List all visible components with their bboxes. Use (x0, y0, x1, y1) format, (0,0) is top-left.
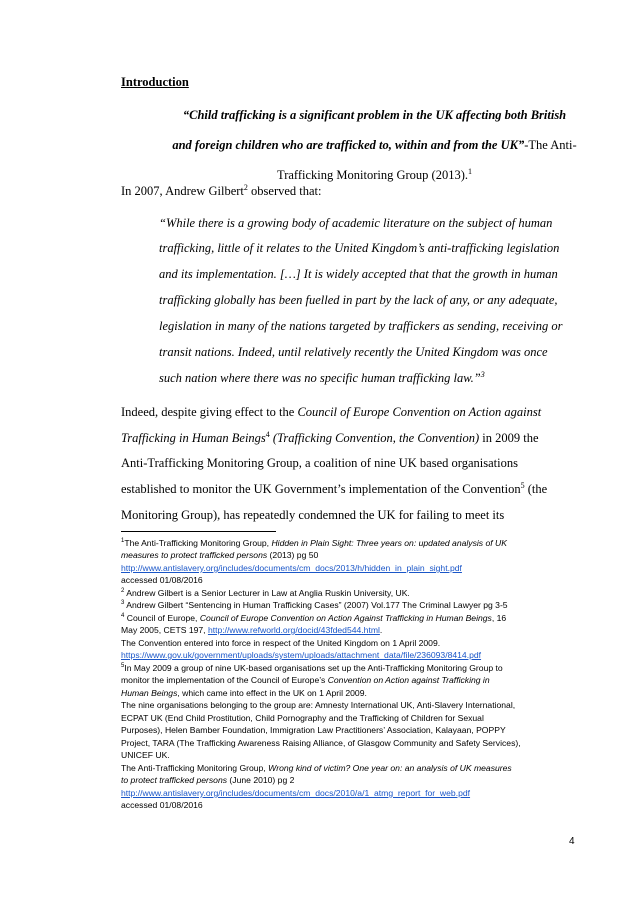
footnote-text: . (379, 625, 383, 635)
block-quote-last-line (159, 371, 485, 386)
footnote-text: In May 2009 a group of nine UK-based organisations set up the Anti-Trafficking Monitoring Group to (124, 663, 503, 673)
footnote-text: The Anti-Trafficking Monitoring Group, (124, 538, 272, 548)
footnote-text: , 16 (491, 613, 507, 623)
footnote-title: Council of Europe Convention on Action Against Trafficking in Human Beings (199, 613, 492, 623)
epigraph (159, 100, 590, 190)
footnote-title: measures to protect trafficked persons (121, 550, 268, 560)
footnote-5-line6: Purposes), Helen Bamber Foundation, Immigration Law Practitioners’ Association, Kalayaan, POPPY (121, 725, 506, 735)
footnote-1 (121, 537, 507, 549)
footnote-5 (121, 662, 503, 674)
footnote-text: (2013) pg 50 (267, 550, 319, 560)
block-quote-line: such nation where there was no specific human trafficking law.” (159, 371, 481, 385)
footnote-2 (121, 587, 410, 599)
footnote-text: monitor the implementation of the Council of Europe’s (121, 675, 328, 685)
section-heading: Introduction (121, 75, 189, 89)
footnote-4-line4 (121, 649, 481, 661)
paragraph-text: Indeed, despite giving effect to the (121, 405, 298, 419)
convention-abbrev: (Trafficking Convention, the Convention) (269, 431, 480, 445)
footnote-5-line9 (121, 762, 512, 774)
footnote-title: Convention on Action against Trafficking in (327, 675, 490, 685)
footnote-5-line4: The nine organisations belonging to the group are: Amnesty International UK, Anti-Slavery International, (121, 700, 516, 710)
footnote-number: 2 (121, 588, 125, 595)
block-quote-line: and its implementation. […] It is widely accepted that that the growth in human (159, 267, 558, 281)
footnote-title: Wrong kind of victim? One year on: an analysis of UK measures (268, 763, 512, 773)
footnote-5-line11 (121, 787, 470, 799)
footnote-number: 1 (121, 538, 125, 545)
epigraph-attribution-start: -The Anti- (524, 138, 577, 152)
footnote-4-line3: The Convention entered into force in respect of the United Kingdom on 1 April 2009. (121, 638, 441, 648)
epigraph-quote-line1: “Child trafficking is a significant problem in the UK affecting both British (182, 108, 567, 122)
footnote-link[interactable]: https://www.gov.uk/government/uploads/system/uploads/attachment_data/file/236093/8414.pdf (121, 650, 482, 660)
footnote-text: The Anti-Trafficking Monitoring Group, (121, 763, 269, 773)
footnote-ref-1[interactable]: 1 (467, 166, 472, 176)
footnote-1-accessed: accessed 01/08/2016 (121, 575, 203, 585)
paragraph-text: in 2009 the (479, 431, 539, 445)
footnote-text: May 2005, CETS 197, (121, 625, 208, 635)
footnote-ref-3[interactable]: 3 (480, 369, 485, 379)
footnote-number: 5 (121, 663, 125, 670)
block-quote-line: trafficking globally has been fuelled in part by the lack of any, or any adequate, (159, 293, 558, 307)
footnote-title: to protect trafficked persons (121, 775, 228, 785)
block-quote-line: “While there is a growing body of academic literature on the subject of human (159, 216, 553, 230)
block-quote-line: trafficking, little of it relates to the United Kingdom’s anti-trafficking legislation (159, 241, 560, 255)
footnote-text: (June 2010) pg 2 (227, 775, 295, 785)
footnote-text: , which came into effect in the UK on 1 April 2009. (177, 688, 367, 698)
footnote-title: Hidden in Plain Sight: Three years on: updated analysis of UK (271, 538, 507, 548)
footnote-text: Andrew Gilbert is a Senior Lecturer in Law at Anglia Ruskin University, UK. (124, 588, 410, 598)
footnote-5-accessed: accessed 01/08/2016 (121, 800, 203, 810)
footnote-1-line3 (121, 562, 462, 574)
footnote-title: Human Beings (121, 688, 178, 698)
paragraph-text: (the (524, 482, 548, 496)
paragraph-text: established to monitor the UK Government’s implementation of the Convention (121, 482, 521, 496)
footnote-4-line2 (121, 624, 382, 636)
epigraph-quote-line2: and foreign children who are trafficked to, within and from the UK” (172, 138, 525, 152)
intro-line (121, 184, 322, 199)
block-quote-line: legislation in many of the nations targeted by traffickers as sending, receiving or (159, 319, 563, 333)
footnote-5-line10 (121, 774, 294, 786)
footnote-ref-2[interactable]: 2 (243, 182, 248, 192)
footnote-text: Council of Europe, (124, 613, 200, 623)
footnote-ref-4[interactable]: 4 (265, 429, 270, 439)
footnote-number: 3 (121, 600, 125, 607)
intro-text-after: observed that: (247, 184, 322, 198)
footnote-text: Andrew Gilbert “Sentencing in Human Trafficking Cases” (2007) Vol.177 The Criminal Lawyer pg 3-5 (124, 600, 508, 610)
paragraph-line: Monitoring Group), has repeatedly condemned the UK for failing to meet its (121, 508, 505, 522)
footnote-number: 4 (121, 613, 125, 620)
paragraph-line (121, 405, 541, 420)
footnote-1-line2 (121, 549, 318, 561)
epigraph-attribution-end: Trafficking Monitoring Group (2013). (277, 168, 468, 182)
footnote-4 (121, 612, 506, 624)
paragraph-line (121, 482, 547, 497)
block-quote-line: transit nations. Indeed, until relatively recently the United Kingdom was once (159, 345, 548, 359)
footnote-5-line2 (121, 674, 490, 686)
page-number: 4 (569, 836, 575, 847)
intro-text-before: In 2007, Andrew Gilbert (121, 184, 244, 198)
footnote-ref-5[interactable]: 5 (520, 480, 525, 490)
footnote-link[interactable]: http://www.antislavery.org/includes/documents/cm_docs/2010/a/1_atmg_report_for_web.pdf (121, 788, 471, 798)
footnote-3 (121, 599, 508, 611)
footnote-link[interactable]: http://www.refworld.org/docid/43fded544.html (207, 625, 380, 635)
footnote-5-line8: UNICEF UK. (121, 750, 170, 760)
paragraph-line (121, 431, 539, 446)
paragraph-line: Anti-Trafficking Monitoring Group, a coalition of nine UK based organisations (121, 456, 518, 470)
footnote-link[interactable]: http://www.antislavery.org/includes/documents/cm_docs/2013/h/hidden_in_plain_sight.pdf (121, 563, 462, 573)
footnote-5-line5: ECPAT UK (End Child Prostitution, Child Pornography and the Trafficking of Children for Sexual (121, 713, 484, 723)
convention-title: Council of Europe Convention on Action against (297, 405, 542, 419)
convention-title: Trafficking in Human Beings (121, 431, 266, 445)
footnote-5-line7: Project, TARA (The Trafficking Awareness Raising Alliance, of Glasgow Community and Safety Services), (121, 738, 521, 748)
footnote-separator (121, 531, 276, 532)
footnote-5-line3 (121, 687, 367, 699)
